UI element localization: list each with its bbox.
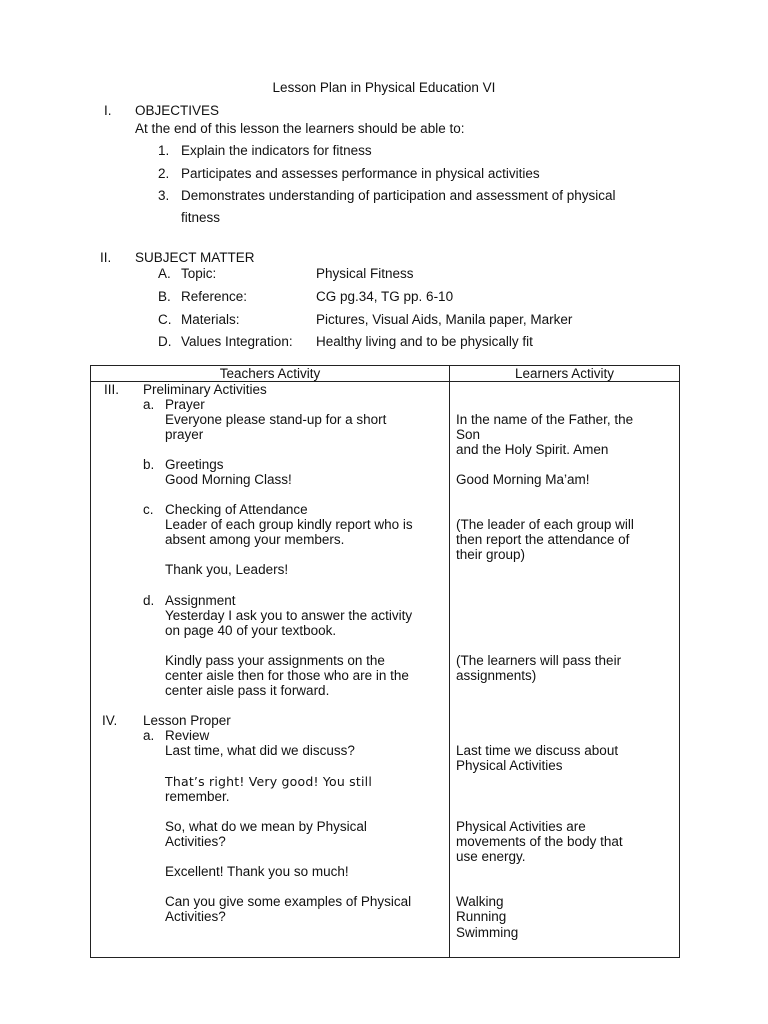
teacher-line: Yesterday I ask you to answer the activity [165,608,413,623]
subject-label: Materials: [181,312,240,327]
learner-line: and the Holy Spirit. Amen [456,442,609,457]
teacher-line: That’s right! Very good! You still [165,774,373,789]
teacher-line: Can you give some examples of Physical [165,894,412,909]
subject-label: Topic: [181,266,217,281]
objective-text-continued: fitness [181,210,221,225]
learner-line: use energy. [456,849,526,864]
subject-matter-heading: SUBJECT MATTER [135,250,255,265]
item-heading: Prayer [165,397,205,412]
subject-value: Pictures, Visual Aids, Manila paper, Marker [316,312,573,327]
section-numeral: IV. [102,713,118,728]
objective-text: Demonstrates understanding of participation and assessment of physical [181,188,616,203]
learner-line: Walking [456,894,504,909]
teacher-line: Last time, what did we discuss? [165,743,355,758]
learner-line: Physical Activities [456,758,563,773]
objective-number: 2. [158,166,170,181]
objectives-intro: At the end of this lesson the learners should be able to: [135,121,465,136]
learner-line: Son [456,427,481,442]
learner-line: In the name of the Father, the [456,412,634,427]
section-numeral: III. [104,382,120,397]
objectives-heading: OBJECTIVES [135,103,220,118]
teacher-line: remember. [165,789,230,804]
teacher-line: prayer [165,427,204,442]
subject-letter: A. [158,266,171,281]
subject-label: Reference: [181,289,248,304]
teacher-line: center aisle then for those who are in the [165,668,409,683]
teacher-line: absent among your members. [165,532,345,547]
teacher-line: center aisle pass it forward. [165,683,330,698]
subject-letter: B. [158,289,171,304]
subject-matter-numeral: II. [100,250,112,265]
table-row [91,382,680,958]
section-heading: Preliminary Activities [143,382,267,397]
teacher-line: Leader of each group kindly report who is [165,517,413,532]
table-header-row [91,366,680,382]
objectives-numeral: I. [104,103,112,118]
activity-table [90,365,680,958]
teachers-activity-header: Teachers Activity [91,366,450,382]
item-heading: Greetings [165,457,224,472]
item-letter: a. [143,397,155,412]
item-heading: Checking of Attendance [165,502,308,517]
learner-line: movements of the body that [456,834,623,849]
objective-number: 1. [158,143,170,158]
teacher-line: So, what do we mean by Physical [165,819,367,834]
teachers-activity-cell [91,382,450,958]
item-heading: Review [165,728,210,743]
item-heading: Assignment [165,593,236,608]
item-letter: a. [143,728,155,743]
learner-line: Running [456,909,507,924]
teacher-line: Excellent! Thank you so much! [165,864,349,879]
teacher-line: on page 40 of your textbook. [165,623,337,638]
objective-text: Explain the indicators for fitness [181,143,372,158]
learners-activity-cell [450,382,680,958]
item-letter: b. [143,457,155,472]
subject-letter: D. [158,334,172,349]
subject-value: CG pg.34, TG pp. 6-10 [316,289,454,304]
item-letter: d. [143,593,155,608]
item-letter: c. [143,502,154,517]
teacher-line: Activities? [165,909,226,924]
subject-value: Healthy living and to be physically fit [316,334,533,349]
teacher-line: Activities? [165,834,226,849]
section-heading: Lesson Proper [143,713,231,728]
learner-line: (The learners will pass their [456,653,622,668]
subject-letter: C. [158,312,172,327]
learner-line: Physical Activities are [456,819,586,834]
learner-line: Last time we discuss about [456,743,619,758]
teacher-line: Everyone please stand-up for a short [165,412,387,427]
learner-line: (The leader of each group will [456,517,634,532]
subject-value: Physical Fitness [316,266,414,281]
teacher-line: Good Morning Class! [165,472,292,487]
teacher-line: Thank you, Leaders! [165,562,289,577]
learner-line: Good Morning Ma’am! [456,472,590,487]
objective-number: 3. [158,188,170,203]
subject-label: Values Integration: [181,334,293,349]
learner-line: then report the attendance of [456,532,630,547]
document-title: Lesson Plan in Physical Education VI [272,80,496,95]
learners-activity-header: Learners Activity [450,366,680,382]
learner-line: their group) [456,547,526,562]
learner-line: assignments) [456,668,537,683]
learner-line: Swimming [456,925,519,940]
objective-text: Participates and assesses performance in physical activities [181,166,540,181]
teacher-line: Kindly pass your assignments on the [165,653,385,668]
